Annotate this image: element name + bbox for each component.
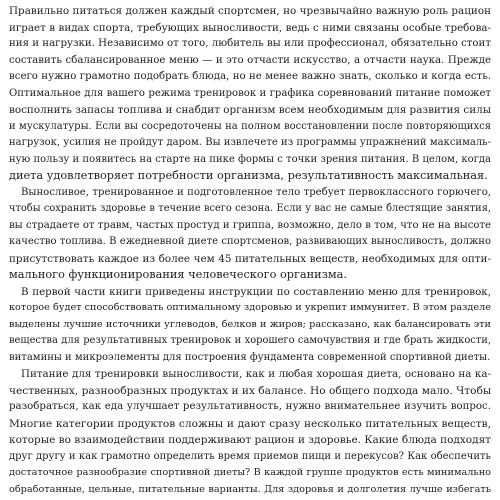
text-line: присутствовать каждое из более чем 45 питательных веществ, необходимых для опти-	[9, 252, 491, 265]
text-line: составить сбалансированное меню — и это отчасти искусство, а отчасти наука. Прежде	[9, 54, 491, 66]
text-line: ную пользу и появитесь на старте на пике формы с точки зрения питания. В целом, когда	[9, 153, 491, 165]
text-line: диета удовлетворяет потребности организма, результативность максимальная.	[9, 169, 488, 182]
text-line: выделены лучшие источники углеводов, белков и жиров; рассказано, как балансировать эти	[9, 318, 491, 330]
text-line: Оптимальное для вашего режима тренировок и графика соревнований питание поможет	[9, 87, 491, 99]
text-line: ния и нагрузки. Независимо от того, любитель вы или профессионал, обязательно стоит	[9, 38, 491, 49]
text-line: восполнить запасы топлива и снабдит организм всем необходимым для развития силы	[9, 104, 491, 116]
paragraph	[9, 284, 491, 367]
text-line: качество топлива. В ежедневной диете спортсменов, развивающих выносливость, должно	[9, 236, 491, 247]
text-line: Правильно питаться должен каждый спортсмен, но чрезвычайно важную роль рацион	[9, 5, 491, 17]
body-text	[9, 3, 491, 498]
text-line: Выносливое, тренированное и подготовленное тело требует первоклассного горючего,	[21, 186, 491, 198]
text-line: достаточное разнообразие спортивной диеты? В каждой группе продуктов есть минимально	[9, 467, 491, 478]
text-line: витамины и микроэлементы для построения фундамента современной спортивной диеты.	[9, 351, 491, 363]
text-line: вы страдаете от травм, частых простуд и гриппа, возможно, дело в том, что не на высоте	[9, 219, 491, 231]
text-line: чтобы сохранить здоровье в течение всего сезона. Если у вас не самые блестящие занятия,	[9, 203, 491, 214]
text-line: Питание для тренировки выносливости, как и любая хорошая диета, основано на ка-	[21, 368, 491, 380]
text-line: Многие категории продуктов сложны и дают сразу несколько питательных веществ,	[9, 417, 491, 430]
text-line: друг другу и как грамотно определить время приемов пищи и перекусов? Как обеспечить	[9, 450, 491, 462]
text-line: играет в видах спорта, требующих выносливости, ведь с ними связаны особые требова-	[9, 21, 491, 34]
text-line: всего нужно грамотно подобрать блюда, но не менее важно знать, сколько и когда есть.	[9, 71, 491, 82]
text-line: которое будет способствовать оптимальному здоровью и укрепит иммунитет. В этом разделе	[9, 302, 491, 313]
text-line: и мускулатуры. Если вы сосредоточены на полном восстановлении после повторяющихся	[9, 120, 491, 132]
text-line: обработанные, цельные, питательные варианты. Для здоровья и долголетия лучше избегать	[9, 483, 491, 495]
text-line: разобраться, как еда улучшает результативность, нужно внимательнее изучить вопрос.	[9, 401, 491, 412]
text-line: которые во взаимодействии поддерживают рацион и здоровье. Какие блюда подходят	[9, 434, 491, 446]
paragraph	[9, 366, 491, 498]
text-line: В первой части книги приведены инструкции по составлению меню для тренировок,	[21, 285, 491, 298]
text-line: вещества для результативных тренировок и хорошего самочувствия и где брать жидкости,	[9, 335, 491, 346]
paragraph	[9, 185, 491, 284]
text-line: мального функционирования человеческого организма.	[9, 268, 347, 281]
paragraph	[9, 3, 491, 185]
text-line: нагрузок, усилия не пройдут даром. Вы извлечете из программы упражнений максималь-	[9, 137, 491, 148]
text-line: чественных, разнообразных продуктах и их балансе. Но общего подхода мало. Чтобы	[9, 384, 492, 397]
